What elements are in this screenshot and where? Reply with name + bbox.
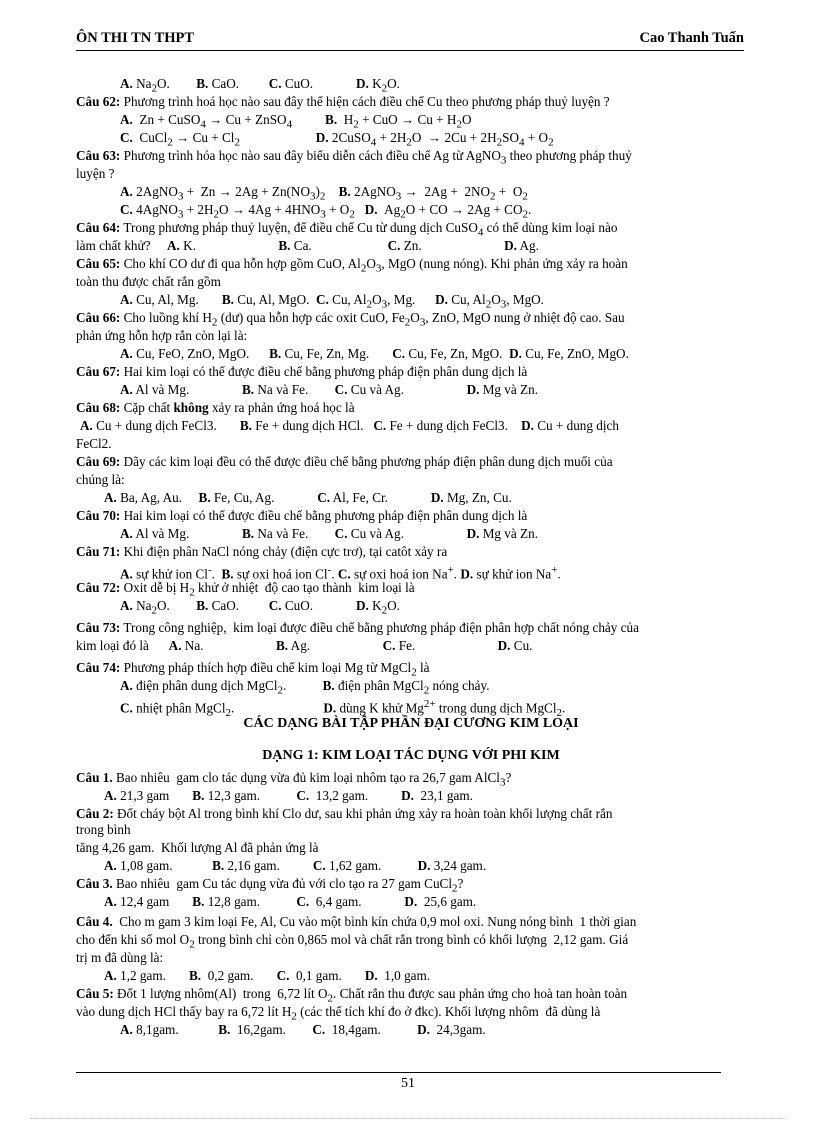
text-line: A. 21,3 gam B. 12,3 gam. C. 13,2 gam. D. 23,1 gam. <box>104 788 473 803</box>
text-line: A. 1,2 gam. B. 0,2 gam. C. 0,1 gam. D. 1,0 gam. <box>104 968 431 983</box>
text-line: toàn thu được chất rắn gồm <box>76 274 221 289</box>
text-line: A. Cu + dung dịch FeCl3. B. Fe + dung dịch HCl. C. Fe + dung dịch FeCl3. D. Cu + dung dịch <box>80 418 619 433</box>
text-line: A. 12,4 gam B. 12,8 gam. C. 6,4 gam. D. 25,6 gam. <box>104 894 477 909</box>
text-line: A. Cu, Al, Mg. B. Cu, Al, MgO. C. Cu, $Al_2O_3$, Mg. D. Cu, $Al_2O_3$, MgO. <box>120 292 544 311</box>
footer-rule <box>76 1072 721 1073</box>
text-line: Câu 66: Cho luồng khí $H_2$ (dư) qua hỗn hợp các oxit CuO, $Fe_2O_3$, ZnO, MgO nung ở nhiệt độ cao. Sau <box>76 310 625 329</box>
text-line: làm chất khử? A. K. B. Ca. C. Zn. D. Ag. <box>76 238 539 253</box>
text-line: Câu 74: Phương pháp thích hợp điều chế kim loại Mg từ MgCl$_2$ là <box>76 660 430 679</box>
text-line: A. 1,08 gam. B. 2,16 gam. C. 1,62 gam. D. 3,24 gam. <box>104 858 487 873</box>
text-line: A. $Na_2O$. B. CaO. C. CuO. D. $K_2O$. <box>120 76 400 95</box>
text-line: Câu 63: Phương trình hóa học nào sau đây biểu diễn cách điều chế Ag từ AgNO$_3$ theo phương pháp thuỷ <box>76 148 632 167</box>
section-title: CÁC DẠNG BÀI TẬP PHẦN ĐẠI CƯƠNG KIM LOẠI <box>243 716 579 731</box>
text-line: trị m đã dùng là: <box>76 950 164 965</box>
text-line: cho đến khi số mol $O_2$ trong bình chỉ còn 0,865 mol và chất rắn trong bình có khối lượng 2,12 gam. Giá <box>76 932 629 951</box>
text-line: Câu 73: Trong công nghiệp, kim loại được điều chế bằng phương pháp điện phân hợp chất nóng chảy của <box>76 620 639 635</box>
text-line: A. sự khử ion Cl-. B. sự oxi hoá ion Cl-. C. sự oxi hoá ion Na+. D. sự khử ion Na+. <box>120 564 561 582</box>
text-line: Câu 4. Cho m gam 3 kim loại Fe, Al, Cu vào một bình kín chứa 0,9 mol oxi. Nung nóng bình 1 thời gian <box>76 914 637 929</box>
subsection-title: DẠNG 1: KIM LOẠI TÁC DỤNG VỚI PHI KIM <box>262 748 560 763</box>
text-line: Câu 69: Dãy các kim loại đều có thể được điều chế bằng phương pháp điện phân dung dịch muối của <box>76 454 613 469</box>
text-line: C. 4AgNO$_3$ + $2H_2O \to 4Ag + 4HNO_3 + O_2$ D. $Ag_2O$ + CO → $2Ag + CO_2$. <box>120 202 532 221</box>
header-left: ÔN THI TN THPT <box>76 30 195 46</box>
text-line: A. Ba, Ag, Au. B. Fe, Cu, Ag. C. Al, Fe, Cr. D. Mg, Zn, Cu. <box>104 490 512 505</box>
text-line: Câu 70: Hai kim loại có thể được điều chế bằng phương pháp điện phân dung dịch là <box>76 508 528 523</box>
text-line: A. $Na_2O$. B. CaO. C. CuO. D. $K_2O$. <box>120 598 400 617</box>
text-line: Câu 72: Oxit dễ bị $H_2$ khử ở nhiệt độ cao tạo thành kim loại là <box>76 580 415 599</box>
text-line: tăng 4,26 gam. Khối lượng Al đã phản ứng là <box>76 840 319 855</box>
text-line: A. Zn + CuSO$_4$ → Cu + ZnSO$_4$ B. $H_2$ + CuO → $Cu + H_2O$ <box>120 112 472 131</box>
text-line: C. CuCl$_2$ → $Cu + Cl_2$ D. 2CuSO$_4$ + $2H_2O \to 2Cu + 2H_2SO_4 + O_2$ <box>120 130 554 149</box>
text-line: Câu 64: Trong phương pháp thuỷ luyện, để điều chế Cu từ dung dịch CuSO$_4$ có thể dùng kim loại nào <box>76 220 618 239</box>
text-line: A. 8,1gam. B. 16,2gam. C. 18,4gam. D. 24,3gam. <box>120 1022 486 1037</box>
text-line: A. Al và Mg. B. Na và Fe. C. Cu và Ag. D. Mg và Zn. <box>120 382 538 397</box>
text-line: Câu 67: Hai kim loại có thể được điều chế bằng phương pháp điện phân dung dịch là <box>76 364 528 379</box>
text-line: Câu 2: Đốt cháy bột Al trong bình khí Clo dư, sau khi phản ứng xảy ra hoàn toàn khối lượng chất rắn <box>76 806 613 821</box>
header-right: Cao Thanh Tuấn <box>639 30 744 46</box>
text-line: Câu 68: Cặp chất không xảy ra phản ứng hoá học là <box>76 400 355 415</box>
text-line: A. điện phân dung dịch MgCl$_2$. B. điện phân MgCl$_2$ nóng chảy. <box>120 678 490 697</box>
text-line: Câu 3. Bao nhiêu gam Cu tác dụng vừa đủ với clo tạo ra 27 gam CuCl$_2$? <box>76 876 464 895</box>
text-line: chúng là: <box>76 472 125 487</box>
page-header <box>76 30 744 51</box>
text-line: A. 2AgNO$_3$ + $Zn \to 2Ag + Zn(NO_3)_2$ B. 2AgNO$_3$ → $2Ag + 2NO_2 + O_2$ <box>120 184 528 203</box>
text-line: A. Cu, FeO, ZnO, MgO. B. Cu, Fe, Zn, Mg. C. Cu, Fe, Zn, MgO. D. Cu, Fe, ZnO, MgO. <box>120 346 629 361</box>
text-line: kim loại đó là A. Na. B. Ag. C. Fe. D. Cu. <box>76 638 533 653</box>
text-line: Câu 62: Phương trình hoá học nào sau đây thể hiện cách điều chế Cu theo phương pháp thuỷ luyện ? <box>76 94 610 109</box>
text-line: luyện ? <box>76 166 115 181</box>
text-line: FeCl2. <box>76 436 112 451</box>
text-line: phản ứng hỗn hợp rắn còn lại là: <box>76 328 248 343</box>
page-edge <box>30 1118 786 1119</box>
text-line: trong bình <box>76 822 131 837</box>
text-line: Câu 1. Bao nhiêu gam clo tác dụng vừa đủ kim loại nhôm tạo ra 26,7 gam AlCl$_3$? <box>76 770 512 789</box>
text-line: C. nhiệt phân MgCl$_2$. D. dùng K khử $Mg^{2+}$ trong dung dịch MgCl$_2$. <box>120 698 566 720</box>
text-line: Câu 65: Cho khí CO dư đi qua hỗn hợp gồm CuO, $Al_2O_3$, MgO (nung nóng). Khi phản ứng xảy ra hoàn <box>76 256 628 275</box>
page-number: 51 <box>401 1076 415 1091</box>
text-line: vào dung dịch HCl thấy bay ra 6,72 lít $H_2$ (các thể tích khí đo ở đkc). Khối lượng nhôm đã dùng là <box>76 1004 601 1023</box>
text-line: Câu 71: Khi điện phân NaCl nóng chảy (điện cực trơ), tại catôt xảy ra <box>76 544 448 559</box>
text-line: Câu 5: Đốt 1 lượng nhôm(Al) trong 6,72 lít $O_2$. Chất rắn thu được sau phản ứng cho hoà tan hoàn toàn <box>76 986 628 1005</box>
text-line: A. Al và Mg. B. Na và Fe. C. Cu và Ag. D. Mg và Zn. <box>120 526 538 541</box>
